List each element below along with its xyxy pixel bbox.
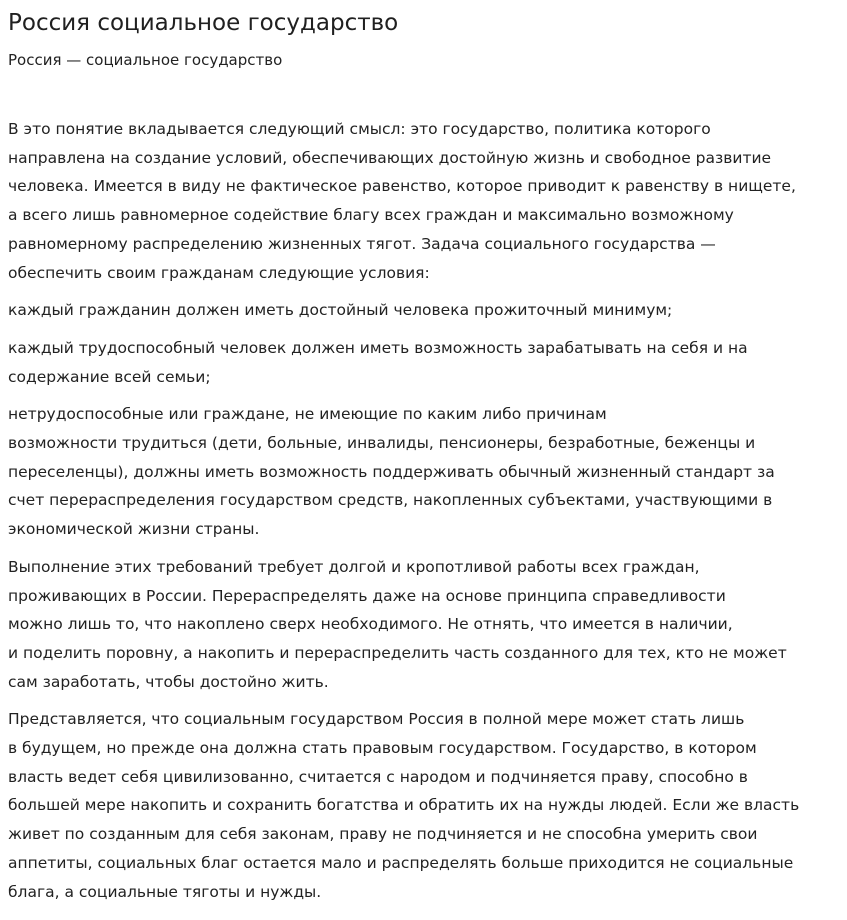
article-subtitle: Россия — социальное государство	[8, 51, 283, 69]
paragraph-condition-2: каждый трудоспособный человек должен иметь возможность зарабатывать на себя и на содержание всей семьи;	[8, 338, 748, 386]
paragraph-requirements: Выполнение этих требований требует долгой и кропотливой работы всех граждан, проживающих в России. Перераспределять даже на основе принципа справедливости можно лишь то, что накоплено сверх необходимого. Не отнять, что имеется в наличии, и поделить поровну, а накопить и перераспределить часть созданного для тех, кто не может сам заработать, чтобы достойно жить.	[8, 557, 787, 691]
paragraph-conclusion: Представляется, что социальным государством Россия в полной мере может стать лишь в будущем, но прежде она должна стать правовым государством. Государство, в котором власть ведет себя цивилизованно, считается с народом и подчиняется праву, способно в большей мере накопить и сохранить богатства и обратить их на нужды людей. Если же власть живет по созданным для себя законам, праву не подчиняется и не способна умерить свои аппетиты, социальных благ остается мало и распределять больше приходится не социальные блага, а социальные тяготы и нужды.	[8, 710, 800, 901]
article-body	[8, 115, 838, 906]
spacer	[8, 71, 838, 115]
paragraph-condition-3: нетрудоспособные или граждане, не имеющие по каким либо причинам возможности трудиться (дети, больные, инвалиды, пенсионеры, безработные, беженцы и переселенцы), должны иметь возможность поддерживать обычный жизненный стандарт за счет перераспределения государством средств, накопленных субъектами, участвующими в экономической жизни страны.	[8, 405, 775, 539]
paragraph-condition-1: каждый гражданин должен иметь достойный человека прожиточный минимум;	[8, 301, 673, 320]
page-title: Россия социальное государство	[8, 10, 399, 36]
paragraph-intro: В это понятие вкладывается следующий смысл: это государство, политика которого направлена на создание условий, обеспечивающих достойную жизнь и свободное развитие человека. Имеется в виду не фактическое равенство, которое приводит к равенству в нищете, а всего лишь равномерное содействие благу всех граждан и максимально возможному равномерному распределению жизненных тягот. Задача социального государства — обеспечить своим гражданам следующие условия:	[8, 120, 796, 282]
